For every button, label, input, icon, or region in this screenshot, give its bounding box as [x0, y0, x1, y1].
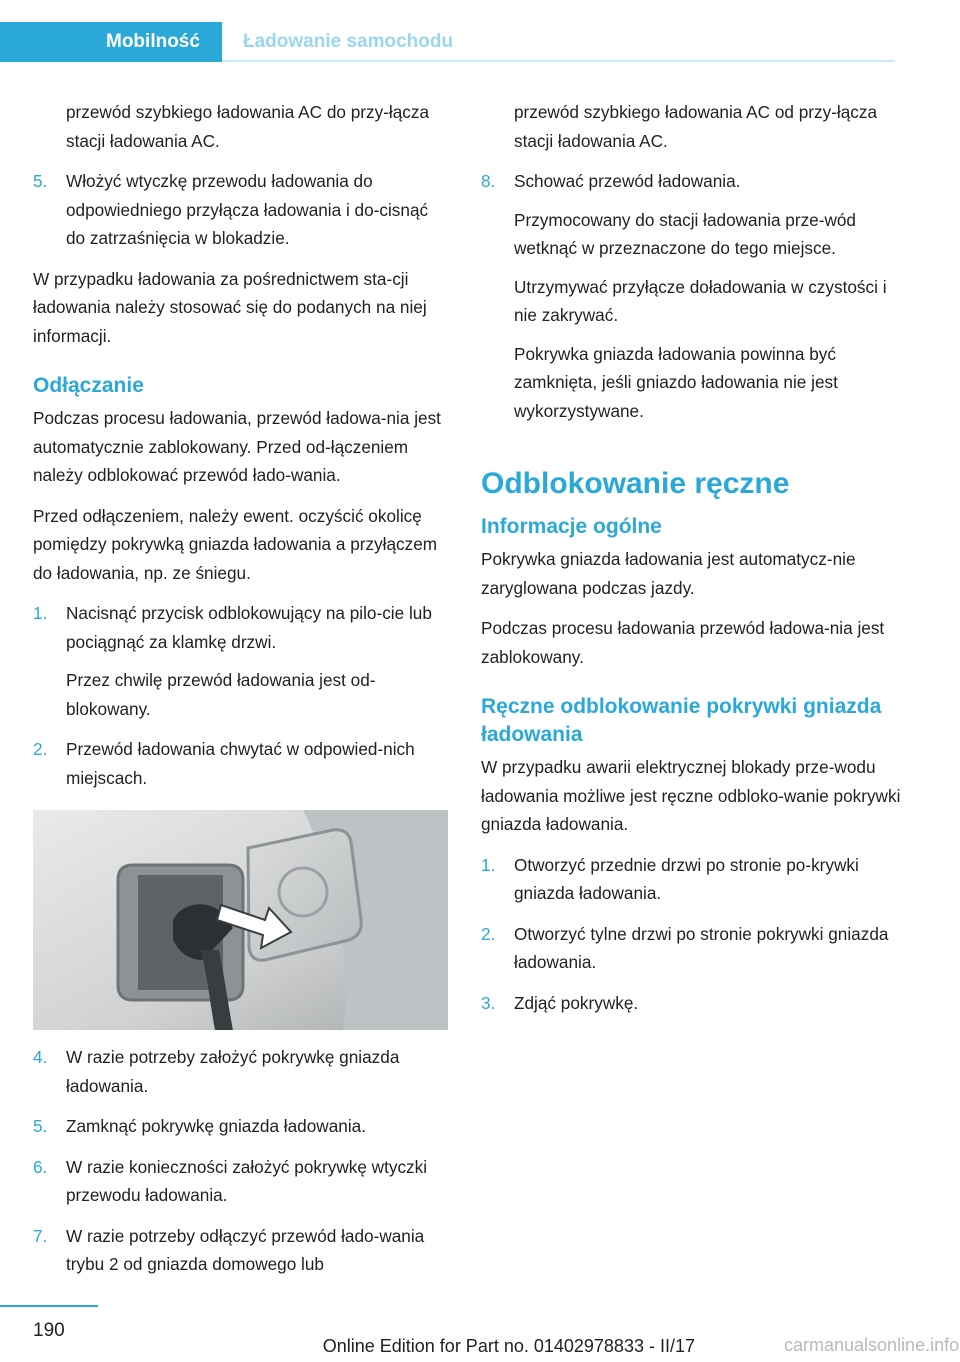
step-text: Przewód ładowania chwytać w odpowied‐nich miejscach.: [66, 739, 415, 788]
paragraph-clean: Przed odłączeniem, należy ewent. oczyścić okolicę pomiędzy pokrywką gniazda ładowania a przyłączem do ładowania, np. ze śniegu.: [33, 505, 438, 583]
step-text: Zdjąć pokrywkę.: [514, 992, 639, 1013]
step-number: 2.: [481, 923, 496, 944]
right-column: [481, 98, 901, 1029]
step-subtext: Utrzymywać przyłącze doładowania w czystości i nie zakrywać.: [514, 276, 887, 325]
charging-port-illustration: [33, 810, 448, 1030]
step-number: 6.: [33, 1156, 48, 1177]
edition-label: Online Edition for Part no. 01402978833 - II/17: [322, 1336, 695, 1356]
right-intro-continued: przewód szybkiego ładowania AC od przy‐łącza stacji ładowania AC.: [514, 102, 878, 151]
subsection-title: Ładowanie samochodu: [243, 31, 454, 52]
step-text: W razie potrzeby założyć pokrywkę gniazda ładowania.: [66, 1047, 400, 1096]
step-number: 1.: [33, 603, 48, 623]
step-text: W razie potrzeby odłączyć przewód łado‐wania trybu 2 od gniazda domowego lub: [66, 1225, 425, 1274]
step-number: 8.: [481, 171, 496, 191]
heading-general-info: Informacje ogólne: [481, 515, 662, 538]
heading-cover-unlock: Ręczne odblokowanie pokrywki gniazda ładowania: [481, 695, 882, 746]
step-text: Otworzyć tylne drzwi po stronie pokrywki gniazda ładowania.: [514, 923, 889, 972]
step-text: Nacisnąć przycisk odblokowujący na pilo‐cie lub pociągnąć za klamkę drzwi.: [66, 603, 432, 652]
step-item: [33, 167, 449, 253]
step-subtext: Przymocowany do stacji ładowania prze‐wód wetknąć w przeznaczone do tego miejsce.: [514, 209, 856, 258]
step-item: [33, 1112, 449, 1141]
step-item: [33, 1222, 449, 1279]
page-header: [0, 22, 895, 62]
step-subtext: Pokrywka gniazda ładowania powinna być zamknięta, jeśli gniazdo ładowania nie jest wykorzystywane.: [514, 343, 838, 421]
step-number: 5.: [33, 171, 48, 191]
footer-rule: [0, 1305, 98, 1307]
step-item: [481, 851, 901, 908]
paragraph-station: W przypadku ładowania za pośrednictwem sta‐cji ładowania należy stosować się do podanych na niej informacji.: [33, 268, 427, 346]
step-number: 2.: [33, 739, 48, 759]
step-item: [33, 1043, 449, 1100]
paragraph-cable-locked: Podczas procesu ładowania przewód ładowa‐nia jest zablokowany.: [481, 618, 885, 667]
section-tab: [0, 22, 222, 62]
step-item: [33, 735, 449, 792]
step-text: Zamknąć pokrywkę gniazda ładowania.: [66, 1116, 366, 1136]
left-column-lower: [33, 1043, 449, 1291]
step-subtext: Przez chwilę przewód ładowania jest od‐blokowany.: [66, 670, 376, 719]
paragraph-locked-drive: Pokrywka gniazda ładowania jest automatycz‐nie zaryglowana podczas jazdy.: [481, 549, 856, 598]
step-number: 1.: [481, 854, 496, 875]
step-item: [481, 167, 901, 425]
section-title: Mobilność: [106, 31, 200, 52]
paragraph-locked: Podczas procesu ładowania, przewód ładowa‐nia jest automatycznie zablokowany. Przed od‐łączeniem należy odblokować przewód łado‐wania.: [33, 408, 441, 485]
watermark: carmanualsonline.info: [784, 1335, 960, 1355]
left-column: [33, 98, 449, 873]
paragraph-failure: W przypadku awarii elektrycznej blokady prze‐wodu ładowania możliwe jest ręczne odbloko‐wanie pokrywki gniazda ładowania.: [481, 757, 901, 834]
step-number: 3.: [481, 992, 496, 1013]
step-item: [33, 1153, 449, 1210]
step-text: Włożyć wtyczkę przewodu ładowania do odpowiedniego przyłącza ładowania i do‐cisnąć do zatrzaśnięcia w blokadzie.: [66, 171, 429, 248]
left-intro-continued: przewód szybkiego ładowania AC do przy‐łącza stacji ładowania AC.: [66, 102, 430, 151]
page-number: 190: [33, 1320, 65, 1341]
step-number: 7.: [33, 1225, 48, 1246]
step-text: W razie konieczności założyć pokrywkę wtyczki przewodu ładowania.: [66, 1156, 428, 1205]
heading-disconnect: Odłączanie: [33, 374, 144, 397]
step-number: 5.: [33, 1116, 48, 1136]
step-number: 4.: [33, 1047, 48, 1067]
step-item: [481, 989, 901, 1018]
step-text: Schować przewód ładowania.: [514, 171, 741, 191]
step-item: [33, 599, 449, 723]
step-text: Otworzyć przednie drzwi po stronie po‐krywki gniazda ładowania.: [514, 854, 859, 903]
header-rule: [222, 60, 895, 62]
heading-manual-unlock: Odblokowanie ręczne: [481, 467, 790, 500]
step-item: [481, 920, 901, 977]
